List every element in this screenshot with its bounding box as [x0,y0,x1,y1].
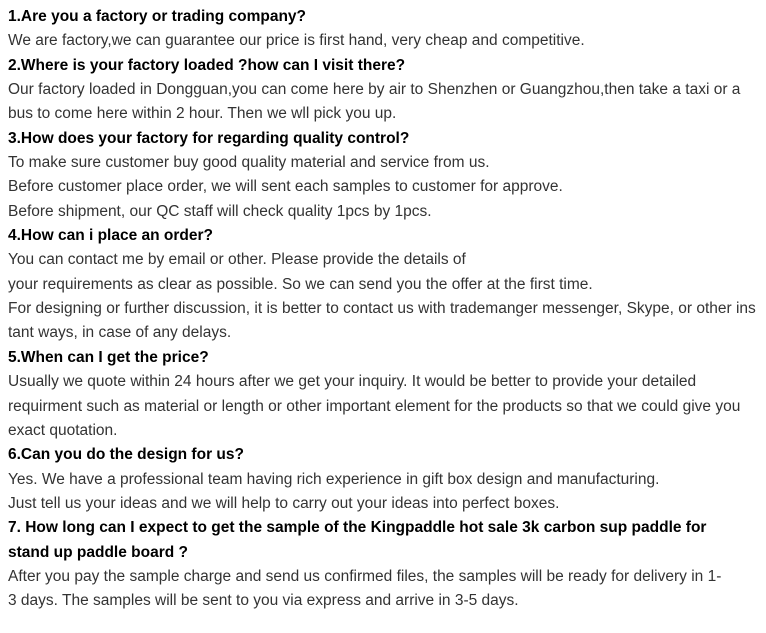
faq-answer-line: bus to come here within 2 hour. Then we wll pick you up. [8,105,397,123]
faq-answer-line: exact quotation. [8,421,118,439]
faq-answer-line: After you pay the sample charge and send us confirmed files, the samples will be ready for delivery in 1- [8,567,722,585]
faq-question: 5.When can I get the price? [8,348,209,366]
faq-answer-line: Before customer place order, we will sent each samples to customer for approve. [8,178,563,196]
faq-answer-line: To make sure customer buy good quality material and service from us. [8,154,490,172]
faq-question: 6.Can you do the design for us? [8,446,244,464]
faq-answer-line: Yes. We have a professional team having rich experience in gift box design and manufacturing. [8,470,660,488]
faq-answer-line: Just tell us your ideas and we will help to carry out your ideas into perfect boxes. [8,494,560,512]
faq-question: 1.Are you a factory or trading company? [8,8,307,25]
faq-answer-line: requirment such as material or length or other important element for the products so that we could give you [8,397,741,415]
faq-question: 7. How long can I expect to get the sample of the Kingpaddle hot sale 3k carbon sup paddle for [8,519,707,537]
faq-question: 2.Where is your factory loaded ?how can I visit there? [8,56,406,74]
faq-section [8,5,760,614]
faq-item-3 [8,127,760,224]
faq-question: 3.How does your factory for regarding quality control? [8,129,410,147]
faq-item-4 [8,224,760,346]
faq-question: 4.How can i place an order? [8,227,214,245]
faq-answer-line: tant ways, in case of any delays. [8,324,232,342]
faq-item-6 [8,443,760,516]
faq-item-5 [8,346,760,443]
faq-answer-line: 3 days. The samples will be sent to you via express and arrive in 3-5 days. [8,592,519,610]
faq-answer-line: Before shipment, our QC staff will check quality 1pcs by 1pcs. [8,202,432,220]
faq-answer-line: You can contact me by email or other. Please provide the details of [8,251,466,269]
faq-answer-line: your requirements as clear as possible. So we can send you the offer at the first time. [8,275,593,293]
faq-item-2 [8,54,760,127]
faq-answer-line: Our factory loaded in Dongguan,you can come here by air to Shenzhen or Guangzhou,then take a taxi or a [8,81,741,99]
faq-answer-line: For designing or further discussion, it is better to contact us with trademanger messenger, Skype, or other ins [8,300,756,318]
faq-answer-line: Usually we quote within 24 hours after we get your inquiry. It would be better to provide your detailed [8,373,697,391]
faq-answer-line: We are factory,we can guarantee our price is first hand, very cheap and competitive. [8,32,585,50]
faq-item-1 [8,5,760,54]
faq-question: stand up paddle board ? [8,543,188,561]
faq-item-7 [8,516,760,613]
